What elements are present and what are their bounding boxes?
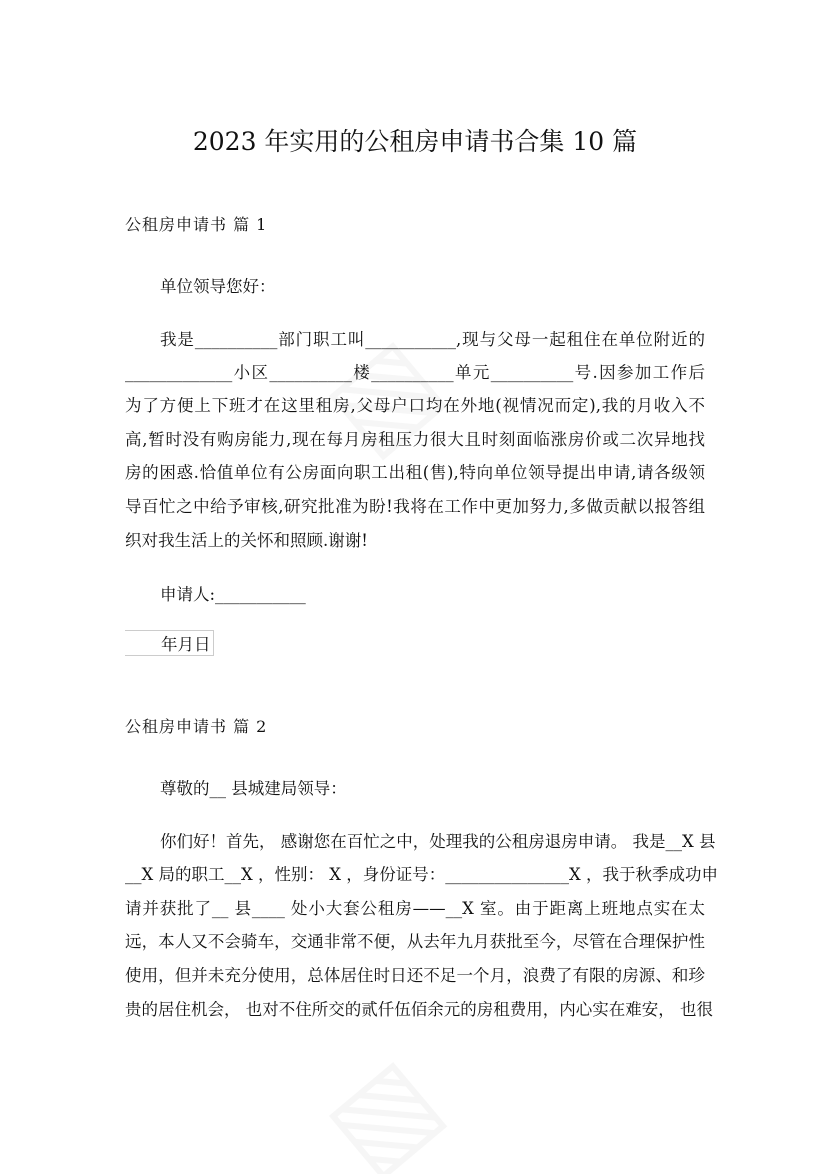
paragraph-line: 你们好！首先， 感谢您在百忙之中，处理我的公租房退房申请。 我是__X 县 [160,832,716,851]
greeting: 尊敬的__ 县城建局领导： [160,779,347,798]
section-heading: 公租房申请书 篇 2 [125,717,268,736]
section-heading: 公租房申请书 篇 1 [125,215,268,234]
greeting: 单位领导您好： [160,277,276,296]
paragraph-line: 导百忙之中给予审核,研究批准为盼!我将在工作中更加努力,多做贡献以报答组 [125,497,705,516]
paragraph-line: 我是__________部门职工叫___________,现与父母一起租住在单位附近的 [160,330,705,349]
paragraph-line: 贵的居住机会， 也对不住所交的贰仟伍佰余元的房租费用，内心实在难安， 也很 [125,1000,713,1019]
document-title: 2023 年实用的公租房申请书合集 10 篇 [192,127,638,156]
applicant-line: 申请人:___________ [160,585,306,604]
paragraph-line: 远，本人又不会骑车，交通非常不便，从去年九月获批至今，尽管在合理保护性 [125,932,705,951]
paragraph-line: 织对我生活上的关怀和照顾.谢谢! [125,531,368,550]
paragraph-line: _____________小区__________楼__________单元__________号.因参加工作后 [125,363,705,382]
paragraph-line: 高,暂时没有购房能力,现在每月房租压力很大且时刻面临涨房价或二次异地找 [125,430,705,449]
paragraph-line: __X 局的职工__X ，性别： X ，身份证号：_______________X ，我于秋季成功申 [125,865,718,884]
paragraph-line: 房的困惑.恰值单位有公房面向职工出租(售),特向单位领导提出申请,请各级领 [125,463,705,482]
date-line: 年月日 [125,630,214,656]
paragraph-line: 请并获批了__ 县____ 处小大套公租房——__X 室。由于距离上班地点实在太 [125,899,705,918]
paragraph-line: 为了方便上下班才在这里租房,父母户口均在外地(视情况而定),我的月收入不 [125,396,705,415]
watermark [301,1032,463,1174]
paragraph-line: 使用，但并未充分使用，总体居住时日还不足一个月，浪费了有限的房源、和珍 [125,966,705,985]
